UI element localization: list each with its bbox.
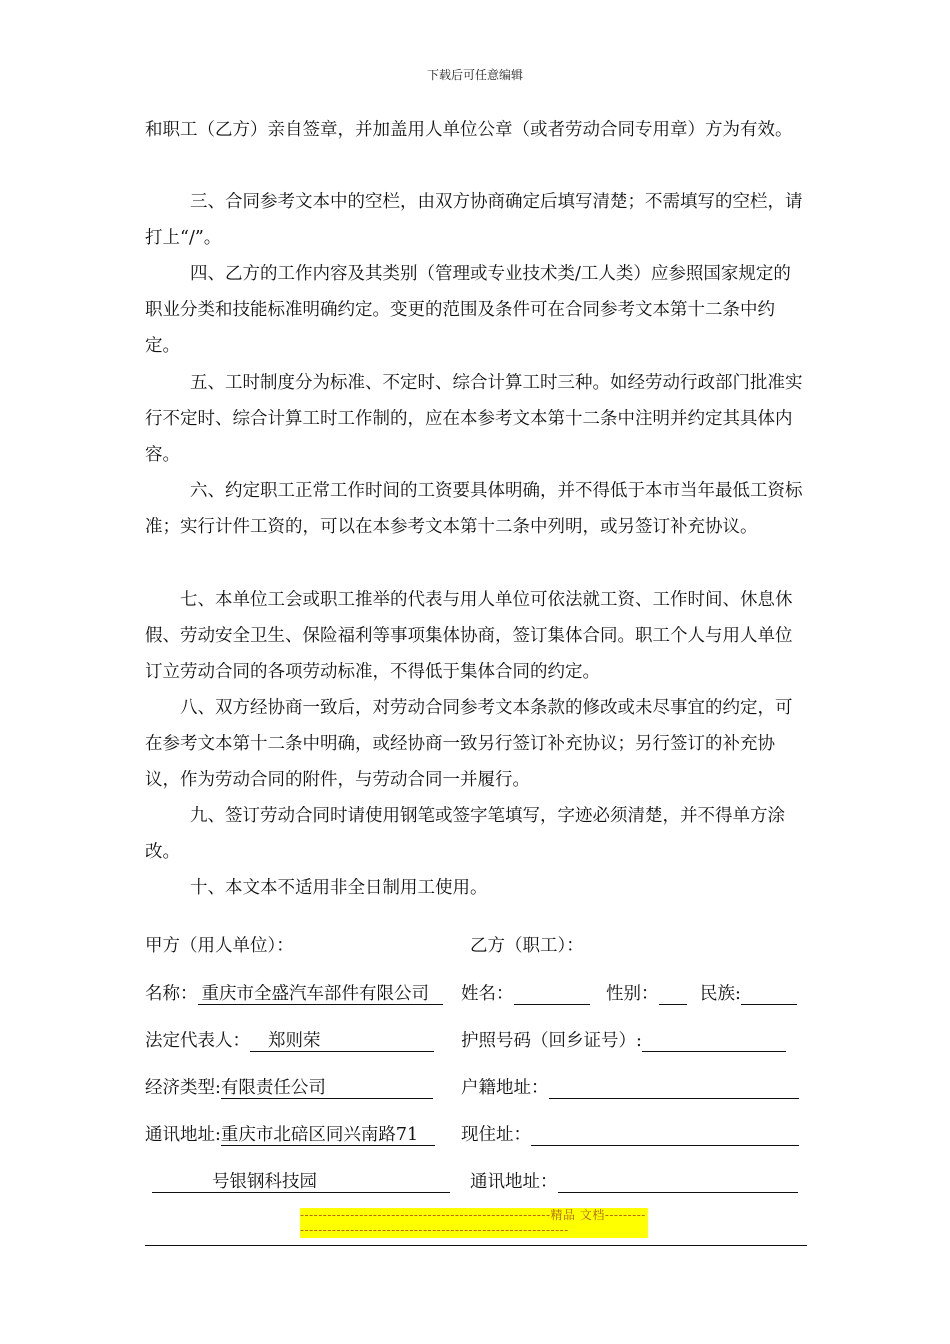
- party-b-name-field[interactable]: [514, 983, 590, 1005]
- party-b-household-label: 户籍地址：: [461, 1078, 549, 1098]
- party-b-gender-field[interactable]: [659, 983, 687, 1005]
- paragraph-intro-continued: 和职工（乙方）亲自签章，并加盖用人单位公章（或者劳动合同专用章）方为有效。: [145, 120, 793, 140]
- page-header: 下载后可任意编辑: [426, 68, 523, 82]
- party-b-current-row: [461, 1124, 799, 1146]
- party-b-gender-row: [606, 983, 687, 1005]
- party-b-household-row: [461, 1077, 799, 1099]
- paragraph-item-5: 五、工时制度分为标准、不定时、综合计算工时三种。如经劳动行政部门批准实行不定时、综合计算工时工作制的，应在本参考文本第十二条中注明并约定其具体内容。: [145, 373, 803, 465]
- party-a-name-row: [145, 983, 443, 1005]
- party-b-name-label: 姓名：: [461, 984, 514, 1004]
- party-a-address-row: [145, 1124, 435, 1146]
- party-b-ethnicity-field[interactable]: [741, 983, 797, 1005]
- paragraph-item-7: 七、本单位工会或职工推举的代表与用人单位可依法就工资、工作时间、休息休假、劳动安全卫生、保险福利等事项集体协商，签订集体合同。职工个人与用人单位订立劳动合同的各项劳动标准，不得低于集体合同的约定。: [145, 590, 793, 682]
- party-a-rep-field[interactable]: 郑则荣: [250, 1030, 434, 1052]
- party-b-household-field[interactable]: [549, 1077, 799, 1099]
- party-a-type-row: [145, 1077, 433, 1099]
- party-b-gender-label: 性别：: [606, 984, 659, 1004]
- party-a-rep-label: 法定代表人：: [145, 1031, 250, 1051]
- party-b-heading: 乙方（职工）：: [470, 936, 584, 956]
- party-b-current-label: 现住址：: [461, 1125, 531, 1145]
- party-a-heading: 甲方（用人单位）：: [145, 936, 294, 956]
- party-b-ethnicity-label: 民族:: [700, 984, 741, 1004]
- paragraph-item-6: 六、约定职工正常工作时间的工资要具体明确，并不得低于本市当年最低工资标准；实行计件工资的，可以在本参考文本第十二条中列明，或另签订补充协议。: [145, 481, 803, 537]
- party-b-address-label: 通讯地址：: [470, 1172, 558, 1192]
- party-b-passport-row: [461, 1030, 786, 1052]
- party-b-address-row: [470, 1171, 798, 1193]
- paragraph-item-8: 八、双方经协商一致后，对劳动合同参考文本条款的修改或未尽事宜的约定，可在参考文本第十二条中明确，或经协商一致另行签订补充协议；另行签订的补充协议，作为劳动合同的附件，与劳动合同一并履行。: [145, 698, 793, 790]
- party-a-type-field[interactable]: 有限责任公司: [221, 1077, 433, 1099]
- party-a-address-label: 通讯地址:: [145, 1125, 221, 1145]
- party-b-current-field[interactable]: [531, 1124, 799, 1146]
- party-a-name-field[interactable]: 重庆市全盛汽车部件有限公司: [198, 983, 443, 1005]
- party-b-address-field[interactable]: [558, 1171, 798, 1193]
- party-b-ethnicity-row: [700, 983, 797, 1005]
- bottom-divider: [145, 1245, 807, 1246]
- party-a-address-continued-row: [152, 1171, 450, 1193]
- party-b-name-row: [461, 983, 590, 1005]
- paragraph-item-9: 九、签订劳动合同时请使用钢笔或签字笔填写，字迹必须清楚，并不得单方涂改。: [145, 806, 785, 862]
- party-b-passport-field[interactable]: [642, 1030, 786, 1052]
- party-a-name-label: 名称：: [145, 984, 198, 1004]
- party-a-rep-row: [145, 1030, 434, 1052]
- paragraph-item-10: 十、本文本不适用非全日制用工使用。: [190, 878, 488, 898]
- paragraph-item-4: 四、乙方的工作内容及其类别（管理或专业技术类/工人类）应参照国家规定的职业分类和技能标准明确约定。变更的范围及条件可在合同参考文本第十二条中约定。: [145, 264, 791, 356]
- paragraph-item-3: 三、合同参考文本中的空栏，由双方协商确定后填写清楚；不需填写的空栏，请打上“/”。: [145, 192, 803, 248]
- party-b-passport-label: 护照号码（回乡证号）:: [461, 1031, 642, 1051]
- party-a-type-label: 经济类型:: [145, 1078, 221, 1098]
- footer-watermark: -------------------------------------------------------精品 文档--------------------------------------------------------------------: [300, 1208, 648, 1238]
- party-a-address-field[interactable]: 重庆市北碚区同兴南路71: [221, 1124, 435, 1146]
- party-a-address-field-2[interactable]: 号银钢科技园: [152, 1171, 450, 1193]
